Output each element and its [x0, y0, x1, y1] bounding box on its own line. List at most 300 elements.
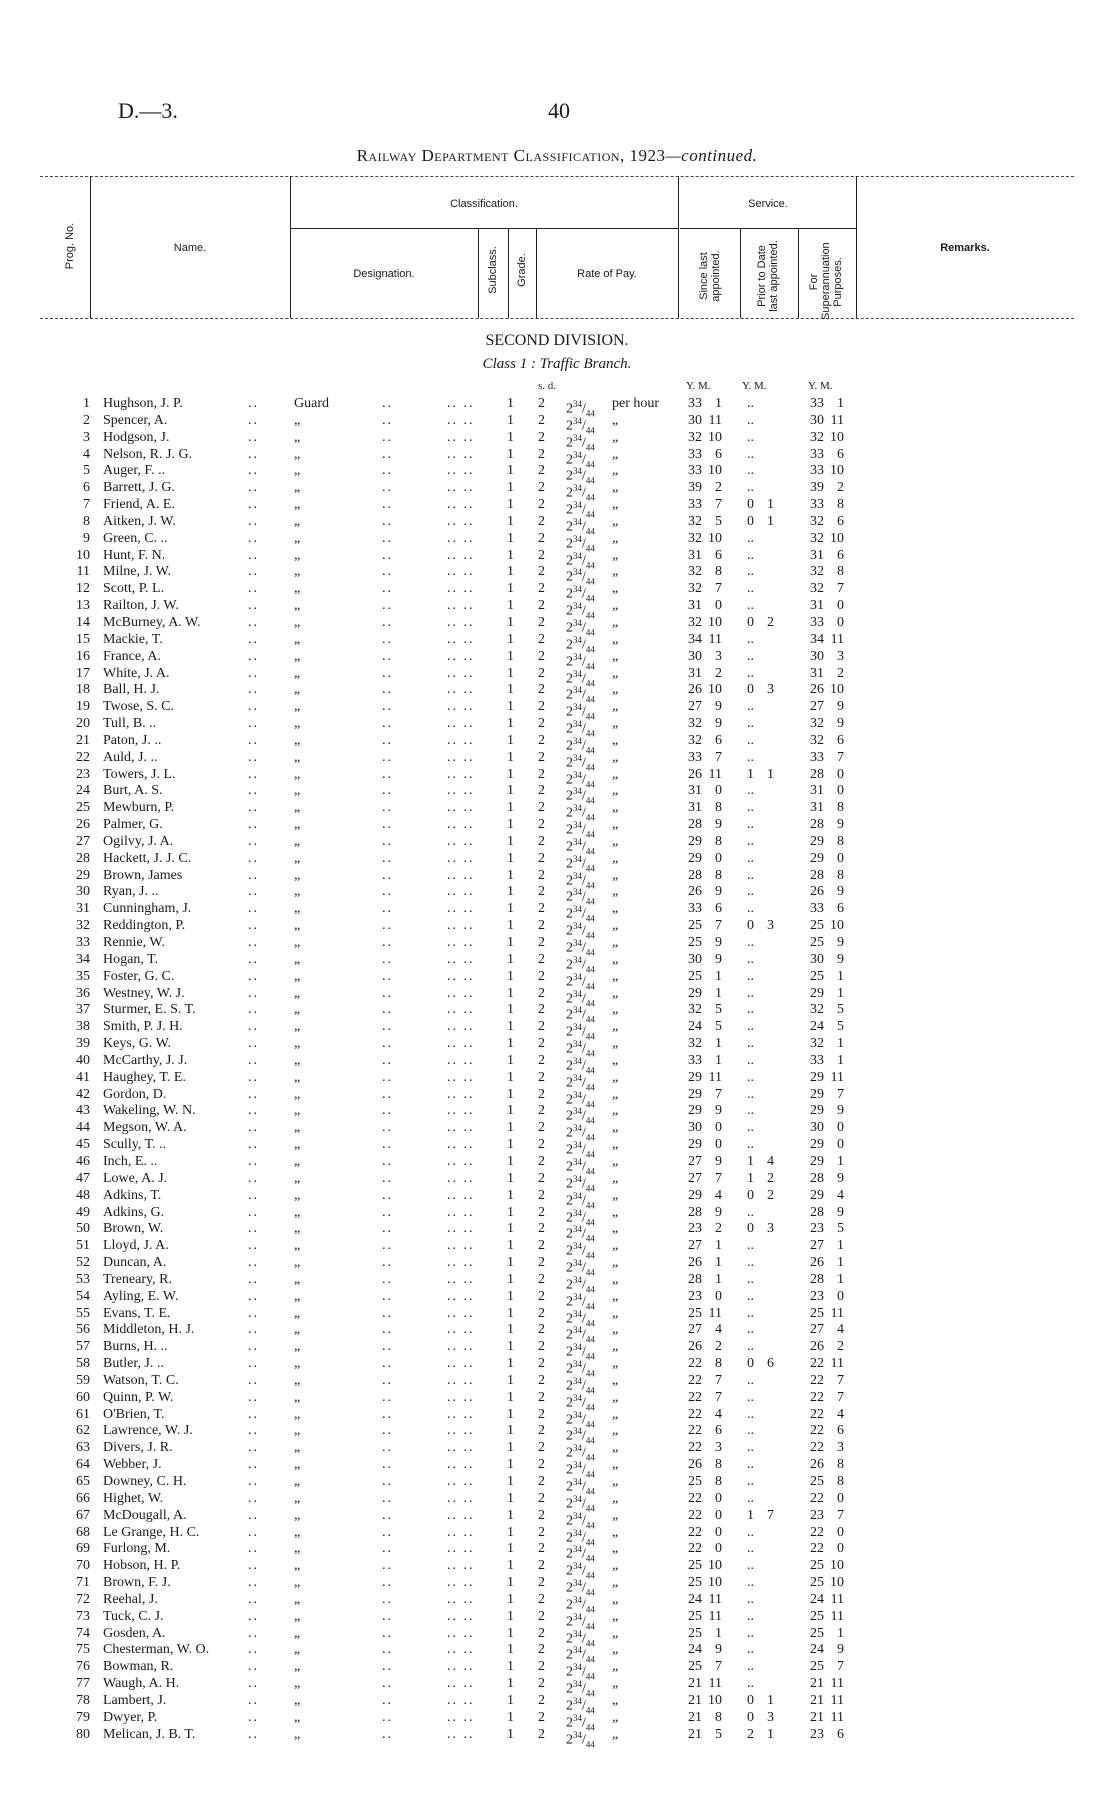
prior-years-cell: 1 — [747, 1507, 754, 1523]
name-cell: Scully, T. .. — [103, 1137, 167, 1153]
super-months-cell: 7 — [837, 1372, 844, 1388]
super-months-cell: 9 — [837, 1204, 844, 1220]
since-years-cell: 21 — [688, 1709, 702, 1725]
grade-cell: 2 — [538, 867, 545, 883]
super-months-cell: 5 — [837, 1019, 844, 1035]
since-months-cell: 1 — [715, 1036, 722, 1052]
grade-cell: 2 — [538, 1642, 545, 1658]
name-cell: Quinn, P. W. — [103, 1389, 174, 1405]
prog-no-cell: 47 — [76, 1170, 90, 1186]
leader-dots: .. — [248, 749, 259, 765]
super-years-cell: 33 — [810, 749, 824, 765]
leader-dots: .. — [248, 682, 259, 698]
rate-unit-cell: „ — [612, 918, 619, 934]
since-years-cell: 22 — [688, 1524, 702, 1540]
grade-cell: 2 — [538, 1591, 545, 1607]
rate-unit-cell: „ — [612, 1575, 619, 1591]
leader-dots: .. .. — [447, 564, 475, 580]
designation-cell: „ — [294, 985, 301, 1001]
prog-no-cell: 61 — [76, 1406, 90, 1422]
subclass-cell: 1 — [507, 1019, 514, 1035]
prior-cell: .. — [747, 648, 754, 664]
table-row — [0, 1490, 1114, 1514]
prog-no-cell: 27 — [76, 833, 90, 849]
leader-dots: .. — [382, 935, 393, 950]
leader-dots: .. .. — [447, 1120, 475, 1136]
name-cell: McBurney, A. W. — [103, 614, 201, 630]
since-years-cell: 32 — [688, 530, 702, 546]
leader-dots: .. .. — [447, 1170, 475, 1186]
subclass-cell: 1 — [507, 716, 514, 732]
prior-cell: .. — [747, 985, 754, 1001]
table-row — [0, 1305, 1114, 1329]
rate-unit-cell: „ — [612, 1069, 619, 1085]
prog-no-cell: 20 — [76, 716, 90, 732]
grade-cell: 2 — [538, 1255, 545, 1271]
designation-cell: „ — [294, 598, 301, 614]
rate-unit-cell: „ — [612, 968, 619, 984]
rate-cell: $2^{34}/_{44}$ — [566, 567, 595, 587]
prior-years-cell: 1 — [747, 1170, 754, 1186]
subclass-cell: 1 — [507, 412, 514, 428]
since-years-cell: 31 — [688, 547, 702, 563]
subclass-cell: 1 — [507, 648, 514, 664]
doc-ref: D.—3. — [118, 98, 178, 123]
leader-dots: .. — [382, 1490, 393, 1506]
since-months-cell: 0 — [715, 1541, 722, 1557]
subclass-cell: 1 — [507, 665, 514, 681]
rate-cell: $2^{34}/_{44}$ — [566, 415, 595, 436]
name-cell: Green, C. .. — [103, 530, 168, 546]
table-row — [0, 1322, 1114, 1345]
super-years-cell: 32 — [810, 530, 824, 546]
leader-dots: .. .. — [447, 1558, 475, 1574]
name-cell: Spencer, A. — [103, 412, 168, 428]
leader-dots: .. — [382, 497, 393, 513]
prog-no-cell: 3 — [83, 429, 90, 445]
since-months-cell: 8 — [715, 833, 722, 849]
super-months-cell: 8 — [837, 497, 844, 513]
super-years-cell: 26 — [810, 884, 824, 900]
super-years-cell: 31 — [810, 800, 824, 816]
subclass-cell: 1 — [507, 1322, 514, 1338]
table-row — [0, 1457, 1114, 1480]
rate-cell: $2^{34}/_{44}$ — [566, 550, 595, 571]
rate-unit-cell: „ — [612, 1372, 619, 1388]
prog-no-cell: 17 — [76, 665, 90, 681]
prior-cell: .. — [747, 867, 754, 883]
grade-cell: 2 — [538, 1558, 545, 1574]
prior-cell: .. — [747, 1659, 754, 1675]
super-years-cell: 29 — [810, 1187, 824, 1203]
leader-dots: .. — [248, 1103, 259, 1119]
grade-cell: 2 — [538, 1356, 545, 1372]
name-cell: Duncan, A. — [103, 1255, 167, 1271]
rate-unit-cell: „ — [612, 1659, 619, 1675]
super-months-cell: 10 — [830, 1558, 844, 1574]
prior-cell: .. — [747, 732, 754, 748]
name-cell: Mewburn, P. — [103, 800, 175, 816]
leader-dots: .. — [382, 665, 393, 681]
name-cell: Furlong, M. — [103, 1541, 171, 1557]
designation-cell: „ — [294, 564, 301, 580]
leader-dots: .. .. — [447, 766, 475, 782]
super-years-cell: 27 — [810, 699, 824, 715]
rate-cell: $2^{34}/_{44}$ — [566, 1510, 595, 1531]
leader-dots: .. .. — [447, 1271, 475, 1287]
since-years-cell: 21 — [688, 1676, 702, 1692]
rate-unit-cell: „ — [612, 1490, 619, 1506]
leader-dots: .. — [382, 1541, 393, 1557]
super-years-cell: 26 — [810, 682, 824, 698]
name-cell: Milne, J. W. — [103, 564, 172, 580]
col-since-last: Since last appointed. — [698, 250, 722, 302]
leader-dots: .. — [248, 867, 259, 883]
super-months-cell: 1 — [837, 1625, 844, 1641]
subclass-cell: 1 — [507, 1120, 514, 1136]
prior-months-cell: 4 — [767, 1153, 774, 1169]
since-months-cell: 1 — [715, 968, 722, 984]
super-months-cell: 7 — [837, 581, 844, 597]
prior-cell: .. — [747, 564, 754, 580]
leader-dots: .. — [382, 446, 393, 462]
prior-cell: .. — [747, 1002, 754, 1018]
rate-cell: $2^{34}/_{44}$ — [566, 1544, 595, 1564]
prog-no-cell: 76 — [76, 1659, 90, 1675]
rate-unit-cell: „ — [612, 1625, 619, 1641]
leader-dots: .. .. — [447, 968, 475, 984]
rate-unit-cell: „ — [612, 1524, 619, 1540]
subclass-cell: 1 — [507, 800, 514, 816]
table-row — [0, 935, 1114, 958]
since-years-cell: 27 — [688, 1238, 702, 1254]
rate-cell: $2^{34}/_{44}$ — [566, 1156, 595, 1177]
leader-dots: .. .. — [447, 1406, 475, 1422]
super-months-cell: 10 — [830, 682, 844, 698]
title-continued: —continued. — [665, 146, 758, 165]
leader-dots: .. — [382, 783, 393, 799]
super-years-cell: 23 — [810, 1726, 824, 1742]
designation-cell: „ — [294, 1423, 301, 1439]
rate-unit-cell: „ — [612, 530, 619, 546]
prog-no-cell: 15 — [76, 631, 90, 647]
prior-cell: .. — [747, 1625, 754, 1641]
prior-months-cell: 3 — [767, 682, 774, 698]
designation-cell: „ — [294, 1339, 301, 1355]
subclass-cell: 1 — [507, 867, 514, 883]
leader-dots: .. .. — [447, 850, 475, 866]
since-months-cell: 1 — [715, 396, 722, 411]
super-years-cell: 29 — [810, 1137, 824, 1153]
leader-dots: .. .. — [447, 935, 475, 950]
rate-cell: $2^{34}/_{44}$ — [566, 1375, 595, 1396]
rate-cell: $2^{34}/_{44}$ — [566, 803, 595, 823]
designation-cell: „ — [294, 951, 301, 967]
since-months-cell: 2 — [715, 1339, 722, 1355]
since-months-cell: 2 — [715, 480, 722, 496]
since-years-cell: 27 — [688, 1170, 702, 1186]
name-cell: Lawrence, W. J. — [103, 1423, 193, 1439]
subclass-cell: 1 — [507, 783, 514, 799]
table-row — [0, 749, 1114, 773]
prior-cell: .. — [747, 412, 754, 428]
designation-cell: „ — [294, 850, 301, 866]
leader-dots: .. .. — [447, 749, 475, 765]
rate-unit-cell: „ — [612, 1137, 619, 1153]
leader-dots: .. — [248, 631, 259, 647]
rate-cell: $2^{34}/_{44}$ — [566, 887, 595, 907]
table-row — [0, 1406, 1114, 1430]
since-years-cell: 25 — [688, 918, 702, 934]
super-years-cell: 33 — [810, 614, 824, 630]
leader-dots: .. .. — [447, 783, 475, 799]
name-cell: Haughey, T. E. — [103, 1069, 186, 1085]
table-row — [0, 783, 1114, 806]
since-months-cell: 7 — [715, 581, 722, 597]
leader-dots: .. .. — [447, 1575, 475, 1591]
super-years-cell: 25 — [810, 935, 824, 950]
leader-dots: .. .. — [447, 513, 475, 529]
super-years-cell: 23 — [810, 1507, 824, 1523]
rate-cell: $2^{34}/_{44}$ — [566, 1409, 595, 1430]
leader-dots: .. — [382, 614, 393, 630]
rate-unit-cell: „ — [612, 850, 619, 866]
prior-years-cell: 0 — [747, 1709, 754, 1725]
grade-cell: 2 — [538, 1406, 545, 1422]
designation-cell: „ — [294, 1103, 301, 1119]
prior-cell: .. — [747, 699, 754, 715]
since-months-cell: 0 — [715, 1507, 722, 1523]
name-cell: Ayling, E. W. — [103, 1288, 179, 1304]
header-bottom-rule — [40, 318, 1074, 319]
name-cell: Westney, W. J. — [103, 985, 185, 1001]
since-months-cell: 6 — [715, 901, 722, 917]
leader-dots: .. — [248, 1490, 259, 1506]
leader-dots: .. .. — [447, 918, 475, 934]
rate-unit-cell: „ — [612, 1440, 619, 1456]
designation-cell: „ — [294, 1676, 301, 1692]
grade-cell: 2 — [538, 985, 545, 1001]
since-years-cell: 30 — [688, 648, 702, 664]
grade-cell: 2 — [538, 783, 545, 799]
since-months-cell: 10 — [708, 429, 722, 445]
rate-cell: $2^{34}/_{44}$ — [566, 399, 595, 419]
leader-dots: .. — [382, 1659, 393, 1675]
designation-cell: „ — [294, 732, 301, 748]
grade-cell: 2 — [538, 480, 545, 496]
name-cell: Keys, G. W. — [103, 1036, 172, 1052]
rate-unit-cell: „ — [612, 581, 619, 597]
leader-dots: .. — [248, 1255, 259, 1271]
super-years-cell: 28 — [810, 817, 824, 833]
name-cell: Foster, G. C. — [103, 968, 175, 984]
rate-cell: $2^{34}/_{44}$ — [566, 634, 595, 655]
super-months-cell: 9 — [837, 884, 844, 900]
subclass-cell: 1 — [507, 1575, 514, 1591]
super-years-cell: 25 — [810, 1474, 824, 1489]
prog-no-cell: 19 — [76, 699, 90, 715]
since-months-cell: 9 — [715, 817, 722, 833]
subclass-cell: 1 — [507, 1676, 514, 1692]
designation-cell: „ — [294, 1170, 301, 1186]
since-years-cell: 27 — [688, 1153, 702, 1169]
leader-dots: .. .. — [447, 1608, 475, 1624]
super-months-cell: 11 — [830, 1069, 844, 1085]
designation-cell: „ — [294, 1524, 301, 1540]
grade-cell: 2 — [538, 1524, 545, 1540]
designation-cell: „ — [294, 547, 301, 563]
subclass-cell: 1 — [507, 1103, 514, 1119]
designation-cell: „ — [294, 766, 301, 782]
prior-months-cell: 2 — [767, 1170, 774, 1186]
since-years-cell: 26 — [688, 766, 702, 782]
name-cell: Paton, J. .. — [103, 732, 162, 748]
rate-unit-cell: „ — [612, 1692, 619, 1708]
leader-dots: .. — [382, 1153, 393, 1169]
prior-years-cell: 1 — [747, 1153, 754, 1169]
since-years-cell: 25 — [688, 1474, 702, 1489]
leader-dots: .. .. — [447, 1692, 475, 1708]
leader-dots: .. — [248, 1507, 259, 1523]
since-months-cell: 8 — [715, 1474, 722, 1489]
rate-unit-cell: „ — [612, 1558, 619, 1574]
leader-dots: .. — [248, 1221, 259, 1237]
table-row — [0, 631, 1114, 655]
subclass-cell: 1 — [507, 1591, 514, 1607]
since-years-cell: 23 — [688, 1221, 702, 1237]
rate-unit-cell: „ — [612, 1726, 619, 1742]
super-months-cell: 11 — [830, 1692, 844, 1708]
super-months-cell: 11 — [830, 1591, 844, 1607]
leader-dots: .. .. — [447, 1137, 475, 1153]
prior-months-cell: 2 — [767, 614, 774, 630]
rate-cell: $2^{34}/_{44}$ — [566, 1291, 595, 1312]
rate-unit-cell: „ — [612, 800, 619, 816]
grade-cell: 2 — [538, 1659, 545, 1675]
leader-dots: .. — [382, 631, 393, 647]
rate-unit-cell: „ — [612, 1052, 619, 1068]
rate-cell: $2^{34}/_{44}$ — [566, 870, 595, 891]
subclass-cell: 1 — [507, 396, 514, 411]
table-row — [0, 1507, 1114, 1531]
leader-dots: .. .. — [447, 1339, 475, 1355]
subclass-cell: 1 — [507, 1474, 514, 1489]
name-cell: Burt, A. S. — [103, 783, 163, 799]
grade-cell: 2 — [538, 766, 545, 782]
designation-cell: „ — [294, 530, 301, 546]
prog-no-cell: 6 — [83, 480, 90, 496]
name-cell: McCarthy, J. J. — [103, 1052, 188, 1068]
subclass-cell: 1 — [507, 497, 514, 513]
super-years-cell: 21 — [810, 1676, 824, 1692]
leader-dots: .. .. — [447, 1187, 475, 1203]
grade-cell: 2 — [538, 412, 545, 428]
table-row — [0, 1052, 1114, 1076]
grade-cell: 2 — [538, 1019, 545, 1035]
leader-dots: .. .. — [447, 884, 475, 900]
subclass-cell: 1 — [507, 614, 514, 630]
leader-dots: .. — [382, 867, 393, 883]
prog-no-cell: 79 — [76, 1709, 90, 1725]
designation-cell: „ — [294, 1221, 301, 1237]
since-months-cell: 8 — [715, 564, 722, 580]
designation-cell: „ — [294, 614, 301, 630]
rate-cell: $2^{34}/_{44}$ — [566, 1443, 595, 1463]
name-cell: Tull, B. .. — [103, 716, 157, 732]
leader-dots: .. — [248, 1389, 259, 1405]
leader-dots: .. .. — [447, 1002, 475, 1018]
since-months-cell: 8 — [715, 1709, 722, 1725]
table-row — [0, 800, 1114, 823]
since-years-cell: 30 — [688, 951, 702, 967]
rate-unit-cell: „ — [612, 1204, 619, 1220]
prog-no-cell: 32 — [76, 918, 90, 934]
super-months-cell: 10 — [830, 918, 844, 934]
prog-no-cell: 14 — [76, 614, 90, 630]
since-years-cell: 31 — [688, 598, 702, 614]
prog-no-cell: 9 — [83, 530, 90, 546]
leader-dots: .. .. — [447, 1457, 475, 1473]
name-cell: Twose, S. C. — [103, 699, 174, 715]
prog-no-cell: 30 — [76, 884, 90, 900]
grade-cell: 2 — [538, 935, 545, 950]
designation-cell: „ — [294, 783, 301, 799]
prior-cell: .. — [747, 1524, 754, 1540]
super-months-cell: 8 — [837, 833, 844, 849]
title-year: 1923 — [629, 146, 666, 165]
leader-dots: .. — [248, 547, 259, 563]
designation-cell: „ — [294, 1541, 301, 1557]
grade-cell: 2 — [538, 1069, 545, 1085]
grade-cell: 2 — [538, 1457, 545, 1473]
since-years-cell: 32 — [688, 564, 702, 580]
subclass-cell: 1 — [507, 935, 514, 950]
leader-dots: .. .. — [447, 547, 475, 563]
leader-dots: .. .. — [447, 1541, 475, 1557]
super-years-cell: 32 — [810, 1036, 824, 1052]
rate-cell: $2^{34}/_{44}$ — [566, 1426, 595, 1446]
leader-dots: .. .. — [447, 581, 475, 597]
super-years-cell: 33 — [810, 1052, 824, 1068]
subclass-cell: 1 — [507, 850, 514, 866]
super-months-cell: 5 — [837, 1221, 844, 1237]
subclass-cell: 1 — [507, 463, 514, 479]
leader-dots: .. — [248, 480, 259, 496]
prior-cell: .. — [747, 1204, 754, 1220]
since-months-cell: 2 — [715, 665, 722, 681]
rate-unit-cell: „ — [612, 1541, 619, 1557]
leader-dots: .. — [382, 968, 393, 984]
leader-dots: .. — [382, 412, 393, 428]
super-years-cell: 25 — [810, 918, 824, 934]
super-years-cell: 32 — [810, 564, 824, 580]
grade-cell: 2 — [538, 1507, 545, 1523]
super-months-cell: 0 — [837, 1490, 844, 1506]
subclass-cell: 1 — [507, 1625, 514, 1641]
leader-dots: .. — [248, 1170, 259, 1186]
grade-cell: 2 — [538, 1288, 545, 1304]
grade-cell: 2 — [538, 833, 545, 849]
rate-unit-cell: „ — [612, 1170, 619, 1186]
rate-unit-cell: „ — [612, 766, 619, 782]
super-months-cell: 8 — [837, 800, 844, 816]
leader-dots: .. — [382, 648, 393, 664]
prior-cell: .. — [747, 1019, 754, 1035]
super-months-cell: 0 — [837, 1288, 844, 1304]
super-years-cell: 27 — [810, 1238, 824, 1254]
leader-dots: .. — [382, 1120, 393, 1136]
subclass-cell: 1 — [507, 1406, 514, 1422]
